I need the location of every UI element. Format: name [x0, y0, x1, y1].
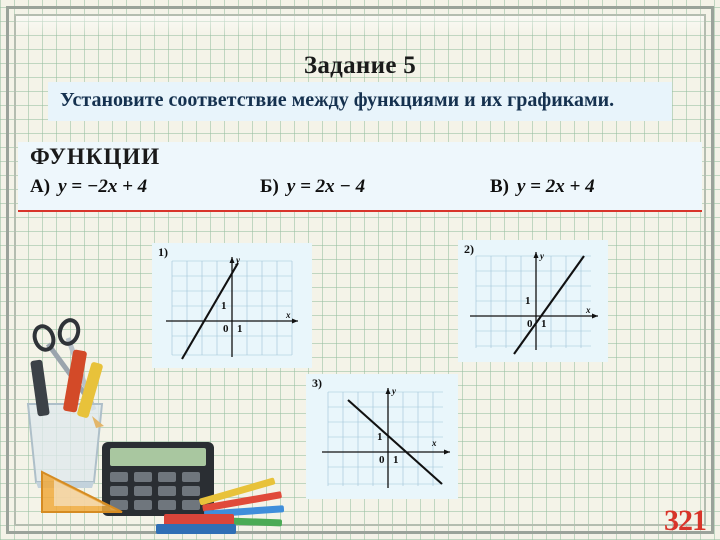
function-item-a — [30, 176, 260, 198]
function-expression-a: y = −2x + 4 — [58, 176, 148, 197]
function-item-b — [260, 176, 490, 198]
graph-card-1 — [152, 243, 312, 368]
svg-text:1: 1 — [525, 295, 531, 307]
svg-text:1: 1 — [541, 318, 547, 330]
function-expression-v: y = 2x + 4 — [517, 176, 595, 197]
task-statement-box — [48, 82, 672, 121]
graph-card-3 — [306, 374, 458, 499]
graph-number-2: 2) — [464, 242, 474, 256]
functions-heading: ФУНКЦИИ — [30, 144, 161, 169]
function-expression-b: y = 2x − 4 — [286, 176, 366, 197]
svg-text:1: 1 — [237, 323, 243, 335]
task-statement-text: Установите соответствие между функциями и их графиками. — [60, 89, 615, 111]
svg-text:x: x — [286, 310, 291, 320]
svg-text:x: x — [586, 305, 591, 315]
page-title: Задание 5 — [303, 52, 417, 79]
function-label-b: Б) — [260, 176, 279, 197]
graph-plot-1 — [152, 243, 312, 368]
svg-text:y: y — [392, 386, 396, 396]
svg-text:y: y — [540, 251, 544, 261]
graph-number-1: 1) — [158, 245, 168, 259]
function-label-v: В) — [490, 176, 509, 197]
graph-plot-3 — [306, 374, 458, 499]
page-number: 321 — [664, 504, 706, 537]
function-label-a: А) — [30, 176, 51, 197]
functions-section — [18, 142, 702, 212]
function-item-v — [490, 176, 690, 198]
svg-text:0: 0 — [223, 323, 229, 335]
functions-list — [30, 176, 690, 198]
graph-number-3: 3) — [312, 376, 322, 390]
svg-text:1: 1 — [393, 454, 399, 466]
svg-text:1: 1 — [221, 300, 227, 312]
svg-text:1: 1 — [377, 431, 383, 443]
graph-card-2 — [458, 240, 608, 362]
svg-text:y: y — [236, 255, 240, 265]
svg-text:0: 0 — [379, 454, 385, 466]
graph-plot-2 — [458, 240, 608, 362]
svg-text:x: x — [432, 438, 437, 448]
svg-text:0: 0 — [527, 318, 533, 330]
